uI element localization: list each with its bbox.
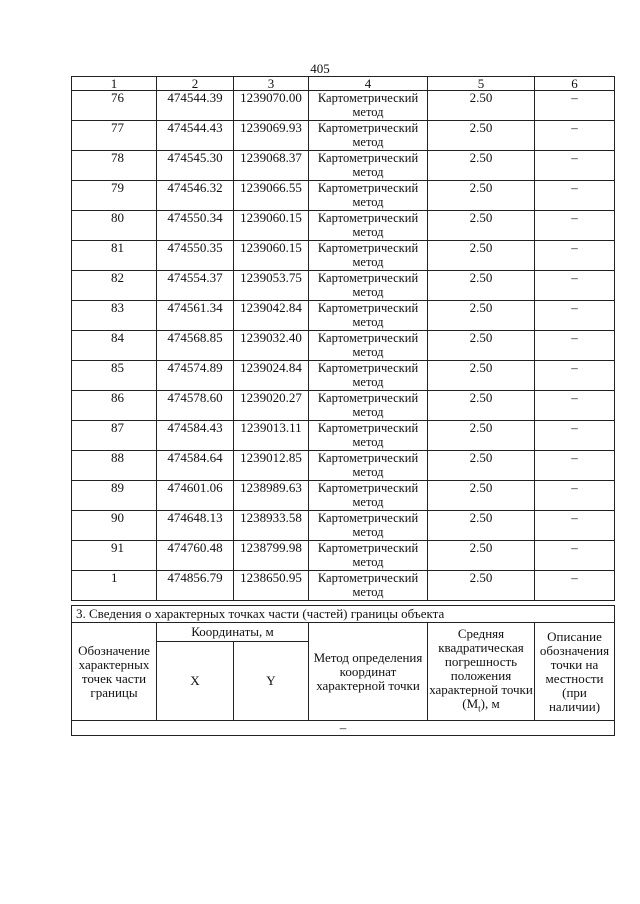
description-cell: – bbox=[535, 301, 615, 331]
point-number: 82 bbox=[72, 271, 157, 301]
accuracy-cell: 2.50 bbox=[428, 121, 535, 151]
description-cell: – bbox=[535, 541, 615, 571]
column-number: 4 bbox=[309, 77, 428, 91]
description-cell: – bbox=[535, 451, 615, 481]
description-cell: – bbox=[535, 511, 615, 541]
accuracy-cell: 2.50 bbox=[428, 361, 535, 391]
x-coordinate: 474568.85 bbox=[157, 331, 234, 361]
y-coordinate: 1238989.63 bbox=[234, 481, 309, 511]
table-row bbox=[72, 211, 615, 241]
method-header: Метод определения координат характерной точки bbox=[309, 623, 428, 721]
column-number: 5 bbox=[428, 77, 535, 91]
point-number: 86 bbox=[72, 391, 157, 421]
y-coordinate: 1239053.75 bbox=[234, 271, 309, 301]
table-row bbox=[72, 301, 615, 331]
accuracy-cell: 2.50 bbox=[428, 571, 535, 601]
x-coordinate: 474554.37 bbox=[157, 271, 234, 301]
x-coordinate: 474584.43 bbox=[157, 421, 234, 451]
accuracy-cell: 2.50 bbox=[428, 181, 535, 211]
description-cell: – bbox=[535, 271, 615, 301]
method-cell: Картометрический метод bbox=[309, 301, 428, 331]
point-number: 87 bbox=[72, 421, 157, 451]
accuracy-cell: 2.50 bbox=[428, 421, 535, 451]
method-cell: Картометрический метод bbox=[309, 151, 428, 181]
point-number: 81 bbox=[72, 241, 157, 271]
y-coordinate: 1239060.15 bbox=[234, 241, 309, 271]
x-coordinate: 474550.34 bbox=[157, 211, 234, 241]
description-cell: – bbox=[535, 331, 615, 361]
y-coordinate: 1239070.00 bbox=[234, 91, 309, 121]
x-coordinate: 474760.48 bbox=[157, 541, 234, 571]
table-row bbox=[72, 571, 615, 601]
point-number: 84 bbox=[72, 331, 157, 361]
y-coordinate: 1238933.58 bbox=[234, 511, 309, 541]
point-number: 89 bbox=[72, 481, 157, 511]
point-number: 78 bbox=[72, 151, 157, 181]
page-number: 405 bbox=[310, 61, 330, 76]
column-number-row bbox=[72, 77, 615, 91]
accuracy-cell: 2.50 bbox=[428, 481, 535, 511]
table-row bbox=[72, 91, 615, 121]
method-cell: Картометрический метод bbox=[309, 241, 428, 271]
method-cell: Картометрический метод bbox=[309, 541, 428, 571]
y-coordinate: 1239013.11 bbox=[234, 421, 309, 451]
table-row bbox=[72, 331, 615, 361]
description-header: Описание обозначения точки на местности (при наличии) bbox=[535, 623, 615, 721]
table-row bbox=[72, 421, 615, 451]
method-cell: Картометрический метод bbox=[309, 421, 428, 451]
y-header: Y bbox=[234, 642, 309, 721]
table-row bbox=[72, 151, 615, 181]
method-cell: Картометрический метод bbox=[309, 481, 428, 511]
x-coordinate: 474550.35 bbox=[157, 241, 234, 271]
y-coordinate: 1239068.37 bbox=[234, 151, 309, 181]
x-coordinate: 474561.34 bbox=[157, 301, 234, 331]
point-number: 1 bbox=[72, 571, 157, 601]
accuracy-cell: 2.50 bbox=[428, 511, 535, 541]
y-coordinate: 1239042.84 bbox=[234, 301, 309, 331]
description-cell: – bbox=[535, 481, 615, 511]
x-coordinate: 474578.60 bbox=[157, 391, 234, 421]
table-row bbox=[72, 481, 615, 511]
accuracy-cell: 2.50 bbox=[428, 271, 535, 301]
method-cell: Картометрический метод bbox=[309, 451, 428, 481]
description-cell: – bbox=[535, 421, 615, 451]
x-coordinate: 474544.43 bbox=[157, 121, 234, 151]
table-row bbox=[72, 451, 615, 481]
table-row bbox=[72, 241, 615, 271]
method-cell: Картометрический метод bbox=[309, 181, 428, 211]
description-cell: – bbox=[535, 391, 615, 421]
coordinates-header: Координаты, м bbox=[157, 623, 309, 642]
designation-header: Обозначение характерных точек части границы bbox=[72, 623, 157, 721]
point-number: 88 bbox=[72, 451, 157, 481]
accuracy-cell: 2.50 bbox=[428, 151, 535, 181]
section-3-table bbox=[71, 605, 615, 736]
x-coordinate: 474648.13 bbox=[157, 511, 234, 541]
point-number: 80 bbox=[72, 211, 157, 241]
accuracy-header: Средняя квадратическая погрешность положения характерной точки $(M_t)$, м bbox=[428, 623, 535, 721]
table-row bbox=[72, 361, 615, 391]
description-cell: – bbox=[535, 361, 615, 391]
description-cell: – bbox=[535, 121, 615, 151]
x-coordinate: 474574.89 bbox=[157, 361, 234, 391]
point-number: 76 bbox=[72, 91, 157, 121]
x-coordinate: 474856.79 bbox=[157, 571, 234, 601]
accuracy-cell: 2.50 bbox=[428, 241, 535, 271]
y-coordinate: 1238650.95 bbox=[234, 571, 309, 601]
section-title: 3. Сведения о характерных точках части (частей) границы объекта bbox=[72, 606, 615, 623]
description-cell: – bbox=[535, 211, 615, 241]
method-cell: Картометрический метод bbox=[309, 571, 428, 601]
column-number: 2 bbox=[157, 77, 234, 91]
description-cell: – bbox=[535, 91, 615, 121]
y-coordinate: 1239066.55 bbox=[234, 181, 309, 211]
point-number: 90 bbox=[72, 511, 157, 541]
method-cell: Картометрический метод bbox=[309, 91, 428, 121]
column-number: 3 bbox=[234, 77, 309, 91]
method-cell: Картометрический метод bbox=[309, 361, 428, 391]
y-coordinate: 1239012.85 bbox=[234, 451, 309, 481]
accuracy-cell: 2.50 bbox=[428, 91, 535, 121]
accuracy-cell: 2.50 bbox=[428, 451, 535, 481]
description-cell: – bbox=[535, 181, 615, 211]
point-number: 79 bbox=[72, 181, 157, 211]
x-coordinate: 474584.64 bbox=[157, 451, 234, 481]
y-coordinate: 1239020.27 bbox=[234, 391, 309, 421]
description-cell: – bbox=[535, 151, 615, 181]
table-row bbox=[72, 121, 615, 151]
method-cell: Картометрический метод bbox=[309, 511, 428, 541]
accuracy-cell: 2.50 bbox=[428, 391, 535, 421]
method-cell: Картометрический метод bbox=[309, 331, 428, 361]
point-number: 85 bbox=[72, 361, 157, 391]
y-coordinate: 1238799.98 bbox=[234, 541, 309, 571]
method-cell: Картометрический метод bbox=[309, 211, 428, 241]
y-coordinate: 1239032.40 bbox=[234, 331, 309, 361]
y-coordinate: 1239060.15 bbox=[234, 211, 309, 241]
method-cell: Картометрический метод bbox=[309, 271, 428, 301]
point-number: 77 bbox=[72, 121, 157, 151]
point-number: 83 bbox=[72, 301, 157, 331]
x-coordinate: 474546.32 bbox=[157, 181, 234, 211]
method-cell: Картометрический метод bbox=[309, 391, 428, 421]
x-coordinate: 474601.06 bbox=[157, 481, 234, 511]
table-row bbox=[72, 541, 615, 571]
table-row bbox=[72, 181, 615, 211]
y-coordinate: 1239069.93 bbox=[234, 121, 309, 151]
x-header: X bbox=[157, 642, 234, 721]
column-number: 6 bbox=[535, 77, 615, 91]
method-cell: Картометрический метод bbox=[309, 121, 428, 151]
y-coordinate: 1239024.84 bbox=[234, 361, 309, 391]
x-coordinate: 474544.39 bbox=[157, 91, 234, 121]
accuracy-cell: 2.50 bbox=[428, 211, 535, 241]
accuracy-cell: 2.50 bbox=[428, 541, 535, 571]
description-cell: – bbox=[535, 571, 615, 601]
accuracy-cell: 2.50 bbox=[428, 331, 535, 361]
coordinates-table bbox=[71, 76, 615, 601]
x-coordinate: 474545.30 bbox=[157, 151, 234, 181]
table-row bbox=[72, 391, 615, 421]
table-row bbox=[72, 271, 615, 301]
accuracy-cell: 2.50 bbox=[428, 301, 535, 331]
column-number: 1 bbox=[72, 77, 157, 91]
description-cell: – bbox=[535, 241, 615, 271]
empty-marker: – bbox=[72, 721, 615, 736]
table-row bbox=[72, 511, 615, 541]
point-number: 91 bbox=[72, 541, 157, 571]
